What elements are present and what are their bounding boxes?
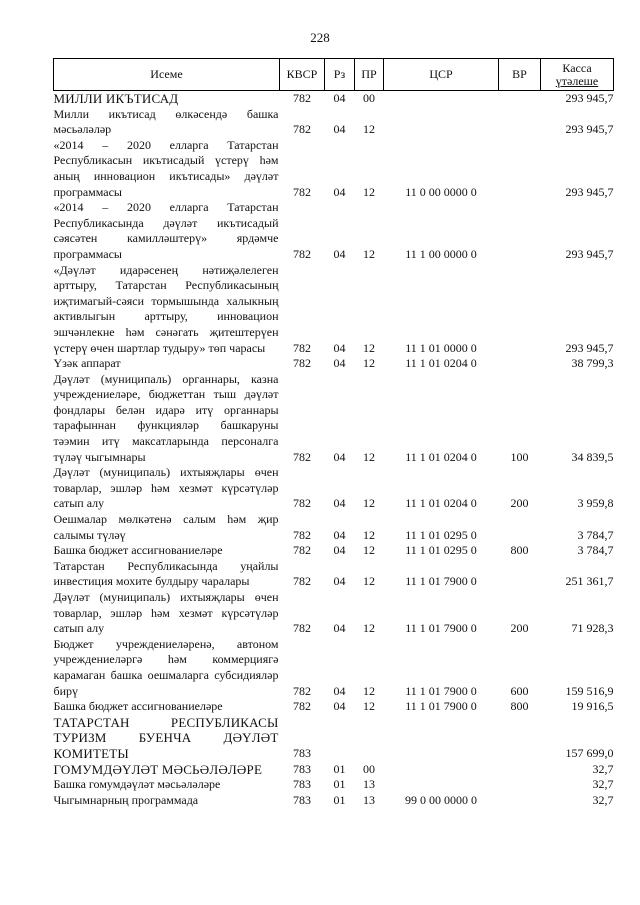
row-kvsr-cell: 783 <box>293 777 311 792</box>
row-rz-cell: 04 <box>333 574 346 589</box>
row-pr-cell: 13 <box>363 792 375 807</box>
table-body <box>54 91 614 809</box>
row-name-cell: ГОМУМДӘҮЛӘТ МӘСЬӘЛӘЛӘРЕ <box>53 761 263 777</box>
table-row <box>54 372 614 466</box>
column-header-pr: ПР <box>355 59 384 91</box>
row-sum-cell: 71 928,3 <box>571 621 614 636</box>
table-row <box>54 107 614 138</box>
row-sum-cell: 157 699,0 <box>565 745 614 760</box>
row-sum-cell: 3 784,7 <box>577 527 614 542</box>
row-name-cell: Башка бюджет ассигнованиеләре <box>53 543 223 558</box>
column-header-csr: ЦСР <box>384 59 499 91</box>
row-rz-cell: 04 <box>333 699 346 714</box>
row-pr-cell: 12 <box>363 496 375 511</box>
row-vr-cell <box>499 715 541 762</box>
row-kvsr-cell: 782 <box>293 543 311 558</box>
row-pr-cell: 12 <box>363 574 375 589</box>
row-sum-cell: 34 839,5 <box>571 449 614 464</box>
row-pr-cell: 12 <box>363 246 375 261</box>
row-name-cell: Башка гомумдәүләт мәсьәләләре <box>53 777 221 792</box>
row-pr-cell: 00 <box>363 761 375 776</box>
row-sum-cell: 159 516,9 <box>565 683 614 698</box>
row-name-cell: Оешмалар мөлкәтенә салым һәм җир салымы түләү <box>53 512 279 542</box>
row-csr-cell: 11 1 01 7900 0 <box>405 621 477 636</box>
row-kvsr-cell: 782 <box>293 496 311 511</box>
row-csr-cell: 99 0 00 0000 0 <box>405 792 477 807</box>
kassa-label-line1: Касса <box>562 60 592 75</box>
table-row <box>54 543 614 559</box>
row-name-cell: «2014 – 2020 елларга Татарстан Республикасында дәүләт икътисадый сәясәтен камилләштерү» ярдәмче программасы <box>53 200 279 261</box>
table-row <box>54 356 614 372</box>
row-csr-cell <box>384 715 499 762</box>
row-sum-cell: 32,7 <box>592 761 614 776</box>
row-csr-cell: 11 1 01 0295 0 <box>405 527 477 542</box>
row-sum-cell: 251 361,7 <box>565 574 614 589</box>
row-pr-cell: 12 <box>363 683 375 698</box>
table-row <box>54 91 614 107</box>
row-csr-cell: 11 1 01 0204 0 <box>405 496 477 511</box>
row-vr-cell <box>499 356 541 372</box>
row-kvsr-cell: 782 <box>293 621 311 636</box>
row-kvsr-cell: 782 <box>293 122 311 137</box>
table-row <box>54 777 614 793</box>
row-rz-cell: 01 <box>333 792 346 807</box>
row-name-cell: Үзәк аппарат <box>53 356 121 371</box>
row-name-cell: Дәүләт (муниципаль) ихтыяҗлары өчен товарлар, эшләр һәм хезмәт күрсәтүләр сатып алу <box>53 465 279 511</box>
row-rz-cell: 04 <box>333 184 346 199</box>
row-name-cell: МИЛЛИ ИКЪТИСАД <box>53 91 179 106</box>
row-pr-cell: 13 <box>363 777 375 792</box>
row-kvsr-cell: 782 <box>293 574 311 589</box>
row-rz-cell: 01 <box>333 761 346 776</box>
row-csr-cell <box>384 91 499 107</box>
row-vr-cell <box>499 107 541 138</box>
table-row <box>54 793 614 809</box>
row-csr-cell: 11 1 00 0000 0 <box>405 246 477 261</box>
row-sum-cell: 38 799,3 <box>571 356 614 371</box>
column-header-kvsr: КВСР <box>280 59 325 91</box>
table-row <box>54 138 614 200</box>
row-sum-cell: 293 945,7 <box>565 246 614 261</box>
row-rz-cell: 04 <box>333 356 346 371</box>
table-row <box>54 715 614 762</box>
table-row <box>54 512 614 543</box>
row-name-cell: Бюджет учреждениеләренә, автоном учреждениеләргә һәм коммерциягә карамаган башка оешмаларга субсидияләр бирү <box>53 636 279 698</box>
row-vr-cell: 800 <box>510 699 529 714</box>
row-sum-cell: 3 959,8 <box>577 496 614 511</box>
table-row <box>54 559 614 590</box>
row-vr-cell <box>499 263 541 357</box>
row-name-cell: «Дәүләт идарәсенең нәтиҗәлелеген арттыру, Татарстан Республикасының иҗтимагый-сәяси тормышында халыкның активлыгын арттыру, инновацион эшчәнлекне һәм сәнәгать җитештерүен үстерү өчен шартлар тудыру» төп чарасы <box>53 262 279 355</box>
row-sum-cell: 32,7 <box>592 792 614 807</box>
row-kvsr-cell: 782 <box>293 699 311 714</box>
kassa-label-line2: үтәлеше <box>555 73 599 88</box>
row-sum-cell: 32,7 <box>592 777 614 792</box>
row-sum-cell: 3 784,7 <box>577 543 614 558</box>
row-pr-cell: 12 <box>363 184 375 199</box>
row-vr-cell: 200 <box>510 621 529 636</box>
row-kvsr-cell: 782 <box>293 356 311 371</box>
table-row <box>54 699 614 715</box>
row-name-cell: Татарстан Республикасында уңайлы инвестиция мохите булдыру чаралары <box>53 558 279 589</box>
row-pr-cell <box>355 715 384 762</box>
row-pr-cell: 12 <box>363 122 375 137</box>
row-sum-cell: 293 945,7 <box>565 340 614 355</box>
row-csr-cell: 11 1 01 0204 0 <box>405 356 477 371</box>
row-pr-cell: 12 <box>363 527 375 542</box>
row-csr-cell: 11 1 01 7900 0 <box>405 699 477 714</box>
row-kvsr-cell: 782 <box>293 527 311 542</box>
row-vr-cell <box>499 793 541 809</box>
row-kvsr-cell: 782 <box>293 91 311 105</box>
column-header-name: Исеме <box>54 59 280 91</box>
row-pr-cell: 12 <box>363 699 375 714</box>
row-vr-cell <box>499 512 541 543</box>
row-sum-cell: 293 945,7 <box>565 122 614 137</box>
row-vr-cell <box>499 777 541 793</box>
row-name-cell: ТАТАРСТАН РЕСПУБЛИКАСЫ ТУРИЗМ БУЕНЧА ДӘҮЛӘТ КОМИТЕТЫ <box>53 714 279 761</box>
row-pr-cell: 12 <box>363 543 375 558</box>
table-row <box>54 637 614 699</box>
row-kvsr-cell: 782 <box>293 184 311 199</box>
table-row <box>54 590 614 637</box>
row-vr-cell: 600 <box>510 683 529 698</box>
row-kvsr-cell: 782 <box>293 449 311 464</box>
table-row <box>54 263 614 357</box>
column-header-vr: ВР <box>499 59 541 91</box>
row-rz-cell: 01 <box>333 777 346 792</box>
row-rz-cell: 04 <box>333 527 346 542</box>
column-header-kassa <box>541 59 614 91</box>
row-vr-cell <box>499 91 541 107</box>
table-row <box>54 762 614 778</box>
row-csr-cell <box>384 107 499 138</box>
page-number: 228 <box>310 30 330 45</box>
row-rz-cell: 04 <box>333 496 346 511</box>
row-csr-cell: 11 1 01 0204 0 <box>405 449 477 464</box>
row-kvsr-cell: 782 <box>293 340 311 355</box>
table-row <box>54 465 614 512</box>
table-row <box>54 200 614 262</box>
row-kvsr-cell: 783 <box>293 792 311 807</box>
row-sum-cell: 293 945,7 <box>565 184 614 199</box>
row-name-cell: Дәүләт (муниципаль) ихтыяҗлары өчен товарлар, эшләр һәм хезмәт күрсәтүләр сатып алу <box>53 590 279 636</box>
row-pr-cell: 12 <box>363 449 375 464</box>
row-csr-cell: 11 0 00 0000 0 <box>405 184 477 199</box>
row-rz-cell: 04 <box>333 246 346 261</box>
row-name-cell: Башка бюджет ассигнованиеләре <box>53 699 223 714</box>
row-rz-cell: 04 <box>333 621 346 636</box>
row-name-cell: Милли икътисад өлкәсендә башка мәсьәләләр <box>53 106 279 137</box>
row-csr-cell: 11 1 01 7900 0 <box>405 574 477 589</box>
row-name-cell: Чыгымнарның программада <box>53 792 199 807</box>
budget-table <box>53 58 614 808</box>
row-pr-cell: 00 <box>363 91 375 105</box>
row-rz-cell: 04 <box>333 91 346 105</box>
row-rz-cell: 04 <box>333 683 346 698</box>
row-sum-cell: 293 945,7 <box>565 91 614 105</box>
column-header-rz: Рз <box>325 59 355 91</box>
row-csr-cell <box>384 762 499 778</box>
row-csr-cell: 11 1 01 0295 0 <box>405 543 477 558</box>
row-rz-cell: 04 <box>333 543 346 558</box>
row-kvsr-cell: 783 <box>293 745 311 760</box>
row-vr-cell <box>499 762 541 778</box>
row-vr-cell: 100 <box>510 449 529 464</box>
row-rz-cell <box>325 715 355 762</box>
row-vr-cell <box>499 200 541 262</box>
row-csr-cell <box>384 777 499 793</box>
row-name-cell: Дәүләт (муниципаль) органнары, казна учреждениеләре, бюджеттан тыш дәүләт фондлары белән идарә итү органнары тарафыннан функцияләр башкаруны тәэмин итү максатларында персоналга түләү чыгымнары <box>53 371 279 464</box>
row-vr-cell: 200 <box>510 496 529 511</box>
row-csr-cell: 11 1 01 0000 0 <box>405 340 477 355</box>
row-rz-cell: 04 <box>333 449 346 464</box>
row-vr-cell: 800 <box>510 543 529 558</box>
row-pr-cell: 12 <box>363 356 375 371</box>
row-pr-cell: 12 <box>363 340 375 355</box>
row-kvsr-cell: 782 <box>293 683 311 698</box>
row-pr-cell: 12 <box>363 621 375 636</box>
row-vr-cell <box>499 138 541 200</box>
row-csr-cell: 11 1 01 7900 0 <box>405 683 477 698</box>
row-kvsr-cell: 783 <box>293 761 311 776</box>
row-rz-cell: 04 <box>333 340 346 355</box>
row-kvsr-cell: 782 <box>293 246 311 261</box>
row-sum-cell: 19 916,5 <box>571 699 614 714</box>
row-name-cell: «2014 – 2020 елларга Татарстан Республикасын икътисадый үстерү һәм аның инновацион икътисады» дәүләт программасы <box>53 137 279 199</box>
row-rz-cell: 04 <box>333 122 346 137</box>
row-vr-cell <box>499 559 541 590</box>
table-header <box>54 59 614 91</box>
